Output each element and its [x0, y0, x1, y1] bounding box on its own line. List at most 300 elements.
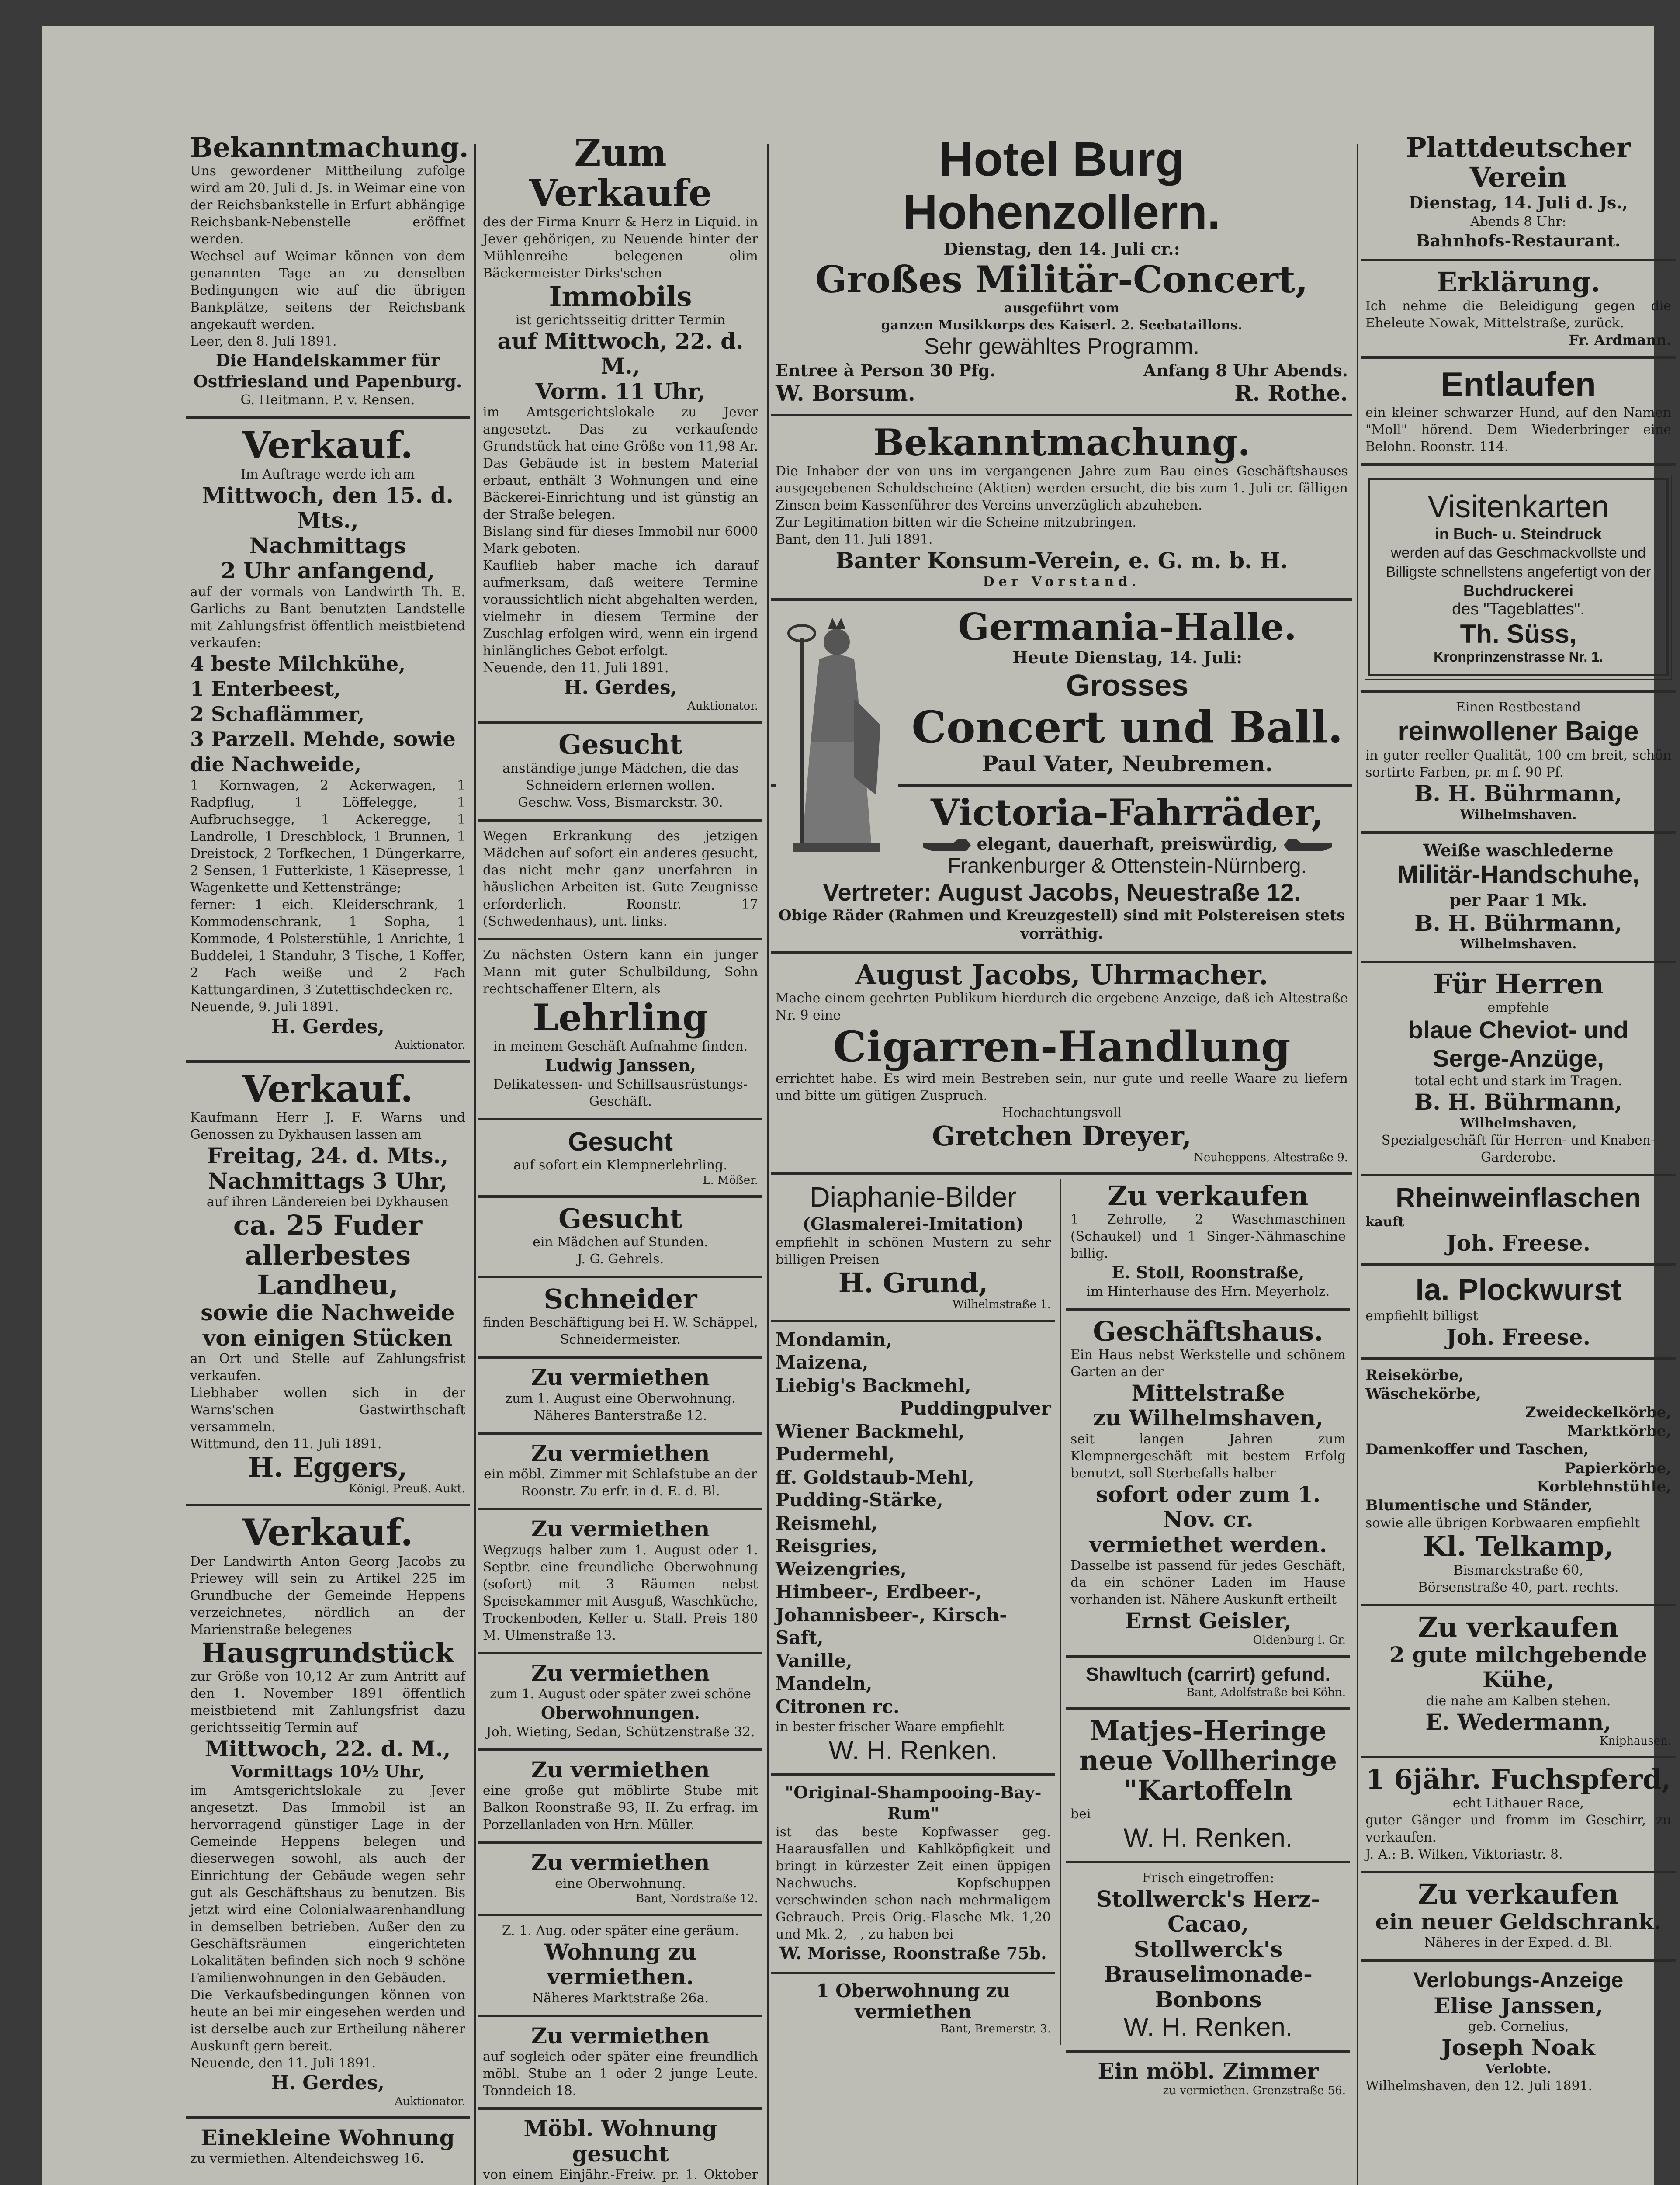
ad-time: Abends 8 Uhr:	[1470, 214, 1566, 229]
ad-headline: blaue Cheviot- und	[1408, 1016, 1628, 1044]
ad-signature: Ernst Geisler,	[1124, 1608, 1292, 1634]
ad-signature: B. H. Bührmann,	[1414, 1089, 1622, 1115]
ad-body: Kauflieb haber mache ich darauf aufmerksam, daß weitere Termine voraussichtlich nicht abgehalten werden, vielmehr in diesem Termine der Zuschlag erfolgen wird, wenn ein irgend hinlängliches Gebot erfolgt.	[483, 558, 758, 659]
ad-shawltuch	[1066, 1658, 1350, 1710]
ad-title: Ein möbl. Zimmer	[1098, 2058, 1319, 2084]
ad-body: im Amtsgerichtslokale zu Jever angesetzt. Das Immobil ist an hervorragend günstiger Lage in der Gemeinde Heppens belegen und dieserwegen sowohl, als auch der Einrichtung der Gebäude wegen sehr gut als Geschäftshaus zu benutzen. Bis jetzt wird eine Colonialwaarenhandlung in demselben betrieben. Außer den zu Geschäftsräumen eingerichteten Lokalitäten befinden sich noch 9 schöne Familienwohnungen in den Gebäuden.	[190, 1783, 465, 1986]
list-item: Blumentische und Ständer,	[1365, 1496, 1593, 1514]
ad-body: zum 1. August oder später zwei schöne	[490, 1686, 751, 1702]
ad-title: Diaphanie-Bilder	[810, 1181, 1017, 1213]
ad-title: Verlobungs-Anzeige	[1413, 1968, 1624, 1993]
ad-zu-vermiethen-4	[478, 1654, 762, 1751]
ad-handschuhe	[1361, 834, 1676, 963]
ad-headline: Großes Militär-Concert,	[815, 257, 1308, 301]
ad-body: empfehle	[1487, 1000, 1549, 1016]
newspaper-page	[42, 26, 1671, 2185]
ad-signature-sub: Börsenstraße 40, part. rechts.	[1418, 1579, 1619, 1595]
list-item: 3 Parzell. Mehde, sowie die Nachweide,	[190, 727, 456, 776]
ad-body: Kaufmann Herr J. F. Warns und Genossen zu Dykhausen lassen am	[190, 1110, 465, 1143]
list-item: Reisekörbe,	[1365, 1366, 1464, 1384]
ad-body: in bester frischer Waare empfiehlt	[776, 1719, 1004, 1735]
ad-entry-price: Entree à Person 30 Pfg.	[776, 360, 996, 380]
ad-cigarren-handlung	[771, 954, 1352, 1175]
list-item: Papierkörbe,	[1564, 1459, 1671, 1477]
ad-title: Visitenkarten	[1427, 489, 1609, 524]
ad-body: des "Tageblattes".	[1452, 600, 1585, 618]
list-item: Himbeer-, Erdbeer-, Johannisbeer-, Kirsch-Saft,	[776, 1581, 1007, 1649]
ad-body: Z. 1. Aug. oder später eine geräum.	[502, 1923, 739, 1939]
ad-title: "Kartoffeln	[1123, 1774, 1293, 1807]
ad-body: total echt und stark im Tragen.	[1414, 1073, 1622, 1089]
ad-subtitle: in Buch- u. Steindruck	[1434, 525, 1602, 543]
ad-signature-sub: Auktionator.	[395, 2095, 465, 2108]
list-item: Citronen rc.	[776, 1696, 900, 1717]
column-rule	[1357, 144, 1358, 2185]
ad-signature-sub: Kronprinzenstrasse Nr. 1.	[1434, 649, 1603, 665]
ad-date: Vormittags 10½ Uhr,	[231, 1762, 425, 1782]
list-item: Liebig's Backmehl,	[776, 1374, 971, 1396]
ad-start-time: Anfang 8 Uhr Abends.	[1143, 360, 1348, 380]
ad-zu-vermiethen-6	[478, 1844, 762, 1916]
ad-body: in guter reeller Qualität, 100 cm breit, schön sortirte Farben, pr. m f. 90 Pf.	[1365, 748, 1671, 780]
ad-body: ferner: 1 eich. Kleiderschrank, 1 Kommodenschrank, 1 Sopha, 1 Kommode, 4 Polsterstühle, 1 Anrichte, 1 Buddelei, 1 Standuhr, 3 Tische, 1 Koffer, 2 Fach weiße und 2 Fach Kattungardinen, 3 Zutettischdecken rc.	[190, 897, 465, 998]
ad-headline: sowie die Nachweide	[201, 1300, 455, 1326]
ad-title: Zu verkaufen	[1108, 1180, 1309, 1212]
ad-title: Zu vermiethen	[531, 1516, 710, 1542]
ad-headline: Cigarren-Handlung	[833, 1022, 1291, 1072]
ad-programm: Sehr gewähltes Programm.	[924, 333, 1200, 359]
list-item: Mondamin,	[776, 1328, 893, 1350]
ad-entlaufen	[1361, 359, 1676, 466]
ad-headline: vermiethet werden.	[1089, 1531, 1327, 1557]
ad-address: Näheres Marktstraße 26a.	[532, 1990, 709, 2006]
ad-verkauf-jacobs	[186, 1506, 470, 2119]
ad-body: Die Inhaber der von uns im vergangenen Jahre zum Bau eines Geschäftshauses ausgegebenen Schuldscheine (Aktien) werden ersucht, die bis zum 1. Juli cr. fälligen Zinsen beim Kassenführer des Vereins unverzüglich abzuheben.	[776, 464, 1348, 513]
ad-geschaeftshaus	[1066, 1311, 1350, 1658]
ad-signature: J. G. Gehrels.	[577, 1251, 664, 1267]
ad-maedchen-gesucht	[478, 822, 762, 940]
ad-signature: Banter Konsum-Verein, e. G. m. b. H.	[835, 548, 1288, 574]
ad-body: eine große gut möblirte Stube mit Balkon Roonstraße 93, II. Zu erfrag. im Porzellanladen von Hrn. Müller.	[483, 1783, 758, 1833]
ad-body: Der Landwirth Anton Georg Jacobs zu Priewey will sein zu Artikel 225 im Grundbuche der Gemeinde Heppens verzeichnetes, nördlich an der Marienstraße belegenes	[190, 1554, 465, 1637]
ad-body: per Paar 1 Mk.	[1449, 890, 1587, 910]
ad-body: Näheres in der Exped. d. Bl.	[1424, 1935, 1613, 1951]
ad-verkauf-warns	[186, 1063, 470, 1506]
ad-headline: reinwollener Baige	[1398, 716, 1639, 747]
ad-rheinweinflaschen	[1361, 1176, 1676, 1266]
pointing-hand-icon	[923, 838, 971, 853]
ad-signature: W. Borsum.	[776, 380, 915, 406]
ad-date: Neuende, den 11. Juli 1891.	[190, 2055, 376, 2071]
ad-title: Zu vermiethen	[531, 1849, 710, 1876]
ad-body-text: elegant, dauerhaft, preiswürdig,	[977, 833, 1278, 853]
ad-date: Nachmittags	[249, 532, 406, 558]
ad-place: Bahnhofs-Restaurant.	[1416, 230, 1621, 250]
ad-body: zum 1. August eine Oberwohnung. Näheres Banterstraße 12.	[505, 1391, 736, 1423]
ad-verkauf-garlichs	[186, 419, 470, 1063]
ad-oberwohnung	[771, 1974, 1055, 2044]
newspaper-columns	[186, 127, 1680, 2185]
ad-moebl-zimmer	[1066, 2053, 1350, 2105]
ad-body: Frankenburger & Ottenstein-Nürnberg.	[948, 854, 1307, 878]
ad-bekanntmachung-konsum	[771, 416, 1352, 601]
column-4	[1361, 127, 1676, 2185]
list-item: Reisgries,	[776, 1535, 878, 1557]
ad-body: Im Auftrage werde ich am	[240, 466, 415, 482]
ad-signature: H. Grund,	[838, 1267, 988, 1299]
ad-signature-sub: Neuheppens, Altestraße 9.	[1194, 1151, 1348, 1164]
ad-body: Bislang sind für dieses Immobil nur 6000 Mark geboten.	[483, 524, 758, 557]
ad-signature: W. H. Renken.	[1123, 1823, 1293, 1852]
ad-signature-sub: Kniphausen.	[1600, 1734, 1671, 1748]
ad-signature-sub: Auktionator.	[395, 1038, 465, 1052]
ad-title: Zu verkaufen	[1418, 1878, 1619, 1910]
list-item: Wäschekörbe,	[1365, 1385, 1481, 1403]
ad-date: Mittwoch, 22. d. M.,	[204, 1735, 451, 1762]
ad-body: Ich nehme die Beleidigung gegen die Eheleute Nowak, Mittelstraße, zurück.	[1365, 298, 1671, 331]
ad-body: Einen Restbestand	[1455, 700, 1581, 715]
ad-body: Frisch eingetroffen:	[1142, 1870, 1275, 1886]
ad-date: Bant, den 11. Juli 1891.	[776, 532, 933, 548]
ad-signature-sub: Der Vorstand.	[983, 574, 1141, 590]
ad-signature-sub: Verlobte.	[1485, 2061, 1552, 2077]
ad-hotel-burg-hohenzollern	[771, 127, 1352, 416]
ad-signature: Th. Süss,	[1460, 619, 1577, 649]
ad-body: finden Beschäftigung bei H. W. Schäppel, Schneidermeister.	[483, 1315, 758, 1348]
column-rule	[767, 144, 769, 2185]
ad-zum-verkaufe	[478, 127, 762, 724]
ad-headline: Hausgrundstück	[201, 1637, 454, 1669]
ad-title: Zum Verkaufe	[529, 131, 712, 215]
ad-signature: Kl. Telkamp,	[1423, 1530, 1614, 1563]
ad-body: Wechsel auf Weimar können von dem genannten Tage an zu denselben Bedingungen wie auf die übrigen Bankplätze, seitens der Reichsbank angekauft werden.	[190, 249, 465, 333]
ad-headline: zu Wilhelmshaven,	[1093, 1405, 1323, 1431]
ad-plattdeutscher-verein	[1361, 127, 1676, 261]
ad-body: ein möbl. Zimmer mit Schlafstube an der Roonstr. Zu erfr. in d. E. d. Bl.	[484, 1467, 757, 1499]
ad-title: Plattdeutscher Verein	[1406, 132, 1631, 194]
ad-kuehe	[1361, 1606, 1676, 1759]
ad-body: Dasselbe ist passend für jedes Geschäft, da ein schöner Laden im Hause vorhanden ist. Nähere Auskunft ertheilt	[1070, 1558, 1346, 1608]
ad-fuchspferd	[1361, 1758, 1676, 1873]
ad-body: kauft	[1365, 1214, 1404, 1230]
ad-body: 1 Zehrolle, 2 Waschmaschinen (Schaukel) und 1 Singer-Nähmaschine billig.	[1070, 1212, 1346, 1262]
ad-headline: Concert und Ball.	[911, 701, 1343, 753]
ad-headline: Brauselimonade-Bonbons	[1104, 1961, 1313, 2012]
ad-title: Entlaufen	[1441, 364, 1596, 403]
ad-signature: W. Morisse, Roonstraße 75b.	[779, 1943, 1047, 1963]
ad-date: Dienstag, 14. Juli d. Js.,	[1409, 193, 1628, 213]
ad-signature: W. H. Renken.	[828, 1736, 998, 1765]
ad-signature: R. Rothe.	[1234, 380, 1348, 406]
ad-body: Buchdruckerei	[1463, 582, 1574, 600]
ad-body: ein Mädchen auf Stunden.	[533, 1234, 708, 1250]
ad-date: Freitag, 24. d. Mts.,	[207, 1143, 449, 1169]
ad-body: Wegen Erkrankung des jetzigen Mädchen auf sofort ein anderes gesucht, das nicht mehr ganz unerfahren in häuslichen Arbeiten ist. Gute Zeugnisse erforderlich. Roonstr. 17 (Schwedenhaus), unt. links.	[483, 828, 758, 929]
ad-body: zur Größe von 10,12 Ar zum Antritt auf den 1. November 1891 öffentlich meistbietend mit Zahlungsfrist dazu gerichtsseitig Termin auf	[190, 1668, 465, 1735]
ad-stollwerck	[1066, 1863, 1350, 2053]
ad-headline: Stollwerck's	[1133, 1936, 1283, 1962]
ad-title: Geschäftshaus.	[1093, 1315, 1323, 1347]
ad-signature: W. H. Renken.	[1123, 2012, 1293, 2042]
ad-body: Mache einem geehrten Publikum hierdurch die ergebene Anzeige, daß ich Altestraße Nr. 9 eine	[776, 991, 1348, 1023]
ad-signature-sub: Wilhelmshaven,	[1460, 1115, 1577, 1131]
list-item: ff. Goldstaub-Mehl,	[776, 1466, 974, 1488]
ad-body: Weiße waschlederne	[1423, 840, 1614, 860]
list-item: Marktkörbe,	[1567, 1422, 1671, 1440]
ad-signature-sub: Delikatessen- und Schiffsausrüstungs-Geschäft.	[493, 1076, 748, 1109]
ad-title: Wohnung zu vermiethen.	[544, 1939, 696, 1990]
ad-signature-sub: geb. Cornelius,	[1468, 2019, 1569, 2035]
ad-title: Germania-Halle.	[958, 605, 1297, 649]
list-item: Weizengries,	[776, 1558, 907, 1580]
ad-title: Gesucht	[558, 728, 682, 761]
ad-title: Zu vermiethen	[531, 2022, 710, 2049]
ad-date: Vorm. 11 Uhr,	[535, 378, 706, 404]
ad-zu-vermiethen-3	[478, 1510, 762, 1654]
ad-body: in meinem Geschäft Aufnahme finden.	[493, 1039, 748, 1054]
ad-baige	[1361, 693, 1676, 834]
ad-headline: von einigen Stücken	[203, 1325, 453, 1351]
ad-body: die nahe am Kalben stehen.	[1426, 1693, 1611, 1709]
ad-signature: H. Eggers,	[248, 1451, 408, 1484]
ad-body: ganzen Musikkorps des Kaiserl. 2. Seebataillons.	[881, 317, 1243, 333]
ad-bekanntmachung-reichsbank	[186, 127, 470, 419]
ad-title: Victoria-Fahrräder,	[930, 791, 1324, 835]
germania-figure-icon	[776, 611, 898, 856]
ad-zu-vermiethen-2	[478, 1435, 762, 1511]
list-item: Reismehl,	[776, 1512, 878, 1534]
list-item: Pudding-Stärke,	[776, 1489, 943, 1511]
ad-matjes-heringe	[1066, 1710, 1350, 1863]
ad-gesucht-stunden	[478, 1198, 762, 1278]
ad-title: Hotel Burg Hohenzollern.	[903, 132, 1221, 239]
ad-headline: ein neuer Geldschrank.	[1375, 1908, 1662, 1935]
list-item: Pudermehl,	[776, 1443, 895, 1465]
ad-signature: Joseph Noak	[1441, 2035, 1595, 2061]
ad-body: im Amtsgerichtslokale zu Jever angesetzt. Das zu verkaufende Grundstück hat eine Größe von 11,98 Ar. Das Gebäude ist in bestem Material erbaut, enthält 3 Wohnungen und eine Bäckerei-Einrichtung und ist günstig an der Straße belegen.	[483, 405, 758, 523]
ad-body: von einem Einjähr.-Freiw. pr. 1. Oktober	[483, 2167, 758, 2183]
ad-signature-sub: Wilhelmstraße 1.	[952, 1298, 1051, 1311]
ad-body: Obige Räder (Rahmen und Kreuzgestell) sind mit Polstereisen stets vorräthig.	[778, 906, 1345, 943]
ad-body: Geschw. Voss, Bismarckstr. 30.	[518, 794, 723, 810]
ad-title: Zu verkaufen	[1418, 1611, 1619, 1643]
ad-signature-sub: Wilhelmshaven.	[1460, 936, 1577, 952]
ad-date: Nachmittags 3 Uhr,	[208, 1168, 448, 1194]
ad-title: Bekanntmachung.	[873, 420, 1250, 464]
ad-title: Rheinweinflaschen	[1396, 1183, 1641, 1213]
ad-title: Gesucht	[568, 1127, 673, 1156]
column-3-left	[771, 1175, 1055, 2044]
ad-body: auf sogleich oder später eine freundlich möbl. Stube an 1 oder 2 junge Leute. Tonndeich 18.	[483, 2049, 758, 2099]
ad-date: Mittwoch, den 15. d. Mts.,	[202, 482, 454, 534]
ad-schneider	[478, 1278, 762, 1359]
ad-body: an Ort und Stelle auf Zahlungsfrist verkaufen.	[190, 1351, 465, 1384]
ad-headline: Grosses	[1066, 668, 1189, 703]
column-rule	[1060, 1179, 1061, 2045]
ad-signature: Joh. Wieting, Sedan, Schützenstraße 32.	[486, 1724, 755, 1740]
ad-headline: allerbestes Landheu,	[244, 1239, 411, 1301]
list-item: Wiener Backmehl,	[776, 1420, 965, 1442]
column-1	[186, 127, 470, 2185]
ad-address: Bant, Adolfstraße bei Köhn.	[1186, 1686, 1346, 1699]
ad-kleine-wohnung	[186, 2119, 470, 2175]
ad-title: Schneider	[544, 1283, 697, 1315]
ad-fuer-herren	[1361, 963, 1676, 1176]
ad-title: neue Vollheringe	[1079, 1745, 1337, 1777]
ad-body: zu vermiethen. Altendeichsweg 16.	[190, 2151, 424, 2167]
list-item: Zweideckelkörbe,	[1525, 1404, 1671, 1422]
ad-title: Erklärung.	[1436, 266, 1600, 298]
ad-title: Zu vermiethen	[531, 1756, 710, 1783]
ad-body: auf sofort ein Klempnerlehrling.	[513, 1157, 727, 1173]
list-item: 2 Schaflämmer,	[190, 702, 365, 726]
ad-body: ist das beste Kopfwasser geg. Haarausfallen und Kahlköpfigkeit und bringt in kürzester Zeit einen üppigen Nachwuchs. Kopfschuppen verschwinden schon nach mehrmaligem Gebrauch. Preis Orig.-Flasche Mk. 1,20 und Mk. 2,—, zu haben bei	[776, 1824, 1051, 1942]
ad-title: Gesucht	[558, 1202, 682, 1235]
ad-korbwaaren	[1361, 1360, 1676, 1606]
ad-headline: 2 gute milchgebende Kühe,	[1389, 1641, 1648, 1693]
ad-title: Für Herren	[1433, 968, 1604, 1000]
ad-signature-sub: Bismarckstraße 60,	[1453, 1562, 1583, 1578]
ad-body: auf ihren Ländereien bei Dykhausen	[206, 1194, 449, 1210]
ad-signature: H. Gerdes,	[271, 2071, 384, 2094]
list-item: Puddingpulver	[900, 1398, 1051, 1419]
ad-lehrling	[478, 940, 762, 1120]
ad-body: Ein Haus nebst Werkstelle und schönem Garten an der	[1070, 1347, 1346, 1380]
ad-date: Leer, den 8. Juli 1891.	[190, 334, 337, 350]
ad-zu-vermiethen-7	[478, 2017, 762, 2110]
ad-body: ist gerichtsseitig dritter Termin	[515, 312, 726, 328]
ad-headline: Serge-Anzüge,	[1432, 1044, 1604, 1072]
column-rule	[474, 144, 476, 2185]
ad-signature-names: G. Heitmann. P. v. Rensen.	[240, 392, 415, 408]
ad-date: Dienstag, den 14. Juli cr.:	[943, 239, 1180, 259]
ad-signature: B. H. Bührmann,	[1414, 780, 1622, 807]
ad-signature-sub: Königl. Preuß. Aukt.	[349, 1482, 465, 1496]
ad-zu-vermiethen-5	[478, 1751, 762, 1844]
ad-title: August Jacobs, Uhrmacher.	[855, 958, 1268, 991]
ad-signature-sub: Auktionator.	[687, 700, 758, 713]
ad-signature-sub: Wilhelmshaven.	[1460, 807, 1577, 822]
ad-body: Hochachtungsvoll	[1002, 1105, 1122, 1120]
ad-body: auf der vormals von Landwirth Th. E. Garlichs zu Bant benutzten Landstelle mit Zahlungsfrist öffentlich meistbietend verkaufen:	[190, 584, 465, 651]
ad-body: Zu nächsten Ostern kann ein junger Mann mit guter Schulbildung, Sohn rechtschaffener Eltern, als	[483, 947, 758, 997]
ad-signature: H. Gerdes,	[271, 1016, 384, 1038]
ad-date: Neuende, 9. Juli 1891.	[190, 999, 339, 1015]
ad-zu-vermiethen-1	[478, 1359, 762, 1435]
ad-signature: Joh. Freese.	[1446, 1324, 1591, 1350]
ad-body: Liebhaber wollen sich in der Warns'schen Gastwirthschaft versammeln.	[190, 1385, 465, 1435]
ad-zu-verkaufen-stoll	[1066, 1175, 1350, 1311]
column-3	[771, 127, 1352, 2185]
ad-body: 1 Kornwagen, 2 Ackerwagen, 1 Radpflug, 1 Löffelegge, 1 Aufbruchsegge, 1 Ackeregge, 1 Landrolle, 1 Dreschblock, 1 Brunnen, 1 Dreistock, 2 Torfkechen, 1 Düngerkarre, 2 Sensen, 1 Futterkiste, 1 Käsepresse, 1 Wagenkette und Kettenstränge;	[190, 778, 465, 896]
ad-date: Wittmund, den 11. Juli 1891.	[190, 1436, 382, 1452]
ad-title: Bekanntmachung.	[190, 132, 469, 163]
ad-title: 1 Oberwohnung zu vermiethen	[816, 1980, 1010, 2022]
column-2	[478, 127, 762, 2185]
list-item: Maizena,	[776, 1352, 869, 1373]
ad-signature: Die Handelskammer für Ostfriesland und Papenburg.	[193, 350, 462, 391]
ad-plockwurst	[1361, 1266, 1676, 1360]
list-item: Damenkoffer und Taschen,	[1365, 1441, 1589, 1459]
ad-price-row	[776, 360, 1348, 381]
ad-signature: E. Stoll, Roonstraße,	[1112, 1262, 1305, 1283]
ad-diaphanie-bilder	[771, 1175, 1055, 1322]
ad-body: Wegzugs halber zum 1. August oder 1. Septbr. eine freundliche Oberwohnung (sofort) mit 3 Räumen nebst Speisekammer mit Ausguß, Waschküche, Trockenboden, Keller u. Stall. Preis 180 M. Ulmenstraße 13.	[483, 1542, 758, 1643]
ad-headline: ca. 25 Fuder	[233, 1209, 423, 1242]
ad-date: Wilhelmshaven, den 12. Juli 1891.	[1365, 2078, 1593, 2094]
list-item: Mandeln,	[776, 1673, 873, 1695]
ad-subtitle: (Glasmalerei-Imitation)	[802, 1214, 1024, 1234]
pointing-hand-icon	[1284, 838, 1332, 853]
ad-moebl-wohnung-gesucht	[478, 2110, 762, 2185]
list-item: 4 beste Milchkühe,	[190, 652, 406, 676]
ad-signature: Paul Vater, Neubremen.	[982, 750, 1273, 777]
ad-title: Zu vermiethen	[531, 1364, 710, 1391]
ad-body: ein kleiner schwarzer Hund, auf den Namen "Moll" hörend. Dem Wiederbringer eine Belohn. Roonstr. 114.	[1365, 405, 1671, 454]
ad-gesucht-maedchen	[478, 724, 762, 821]
ad-signature: H. Gerdes,	[564, 676, 677, 699]
ad-title: Shawltuch (carrirt) gefund.	[1086, 1664, 1330, 1686]
ad-signature: Ludwig Janssen,	[545, 1055, 696, 1075]
ad-geldschrank	[1361, 1873, 1676, 1962]
ad-title: Ia. Plockwurst	[1415, 1273, 1621, 1307]
ad-title: Zu vermiethen	[531, 1660, 710, 1686]
ad-body: bei	[1070, 1806, 1091, 1822]
ad-body: anständige junge Mädchen, die das Schneidern erlernen wollen.	[502, 760, 739, 793]
ad-title: Möbl. Wohnung gesucht	[523, 2116, 717, 2167]
ad-germania-halle	[771, 601, 1352, 787]
ad-body: seit langen Jahren zum Klempnergeschäft mit bestem Erfolg benutzt, soll Sterbefalls halber	[1070, 1431, 1346, 1481]
ad-signature: L. Mößer.	[703, 1173, 758, 1187]
ad-headline: Oberwohnungen.	[540, 1703, 700, 1723]
list-item: Korblehnstühle,	[1537, 1478, 1671, 1496]
ad-title: Lehrling	[533, 995, 708, 1039]
ad-date: 2 Uhr anfangend,	[220, 558, 435, 584]
ad-body: Zur Legitimation bitten wir die Scheine mitzubringen.	[776, 515, 1136, 531]
ad-body: empfiehlt in schönen Mustern zu sehr billigen Preisen	[776, 1235, 1051, 1268]
ad-date: Heute Dienstag, 14. Juli:	[1012, 647, 1243, 667]
ad-headline: sofort oder zum 1. Nov. cr.	[1095, 1481, 1321, 1533]
ad-box	[1368, 478, 1669, 676]
ad-signature-sub: Spezialgeschäft für Herren- und Knaben-Garderobe.	[1381, 1132, 1656, 1165]
ad-body: empfiehlt billigst	[1365, 1308, 1478, 1324]
ad-body: guter Gänger und fromm im Geschirr, zu verkaufen.	[1365, 1812, 1671, 1845]
ad-signature: Fr. Ardmann.	[1569, 331, 1671, 348]
ad-title: Matjes-Heringe	[1089, 1714, 1327, 1747]
ad-title: "Original-Shampooing-Bay-Rum"	[785, 1783, 1042, 1823]
ad-erklaerung	[1361, 261, 1676, 359]
ad-signature: Elise Janssen,	[1434, 1992, 1603, 2019]
ad-title: Zu vermiethen	[531, 1440, 710, 1466]
ad-body: sowie alle übrigen Korbwaaren empfiehlt	[1365, 1516, 1640, 1531]
ad-body: des der Firma Knurr & Herz in Liquid. in Jever gehörigen, zu Neuende hinter der Mühlenreihe belegenen olim Bäckermeister Dirks'schen	[483, 214, 758, 281]
ad-body: J. A.: B. Wilken, Viktoriastr. 8.	[1365, 1846, 1563, 1862]
ad-signature: B. H. Bührmann,	[1414, 910, 1622, 936]
ad-signature: Joh. Freese.	[1446, 1230, 1591, 1256]
ad-headline: Militär-Handschuhe,	[1397, 860, 1640, 889]
ad-signature: Gretchen Dreyer,	[932, 1120, 1192, 1152]
ad-signature-sub: im Hinterhause des Hrn. Meyerholz.	[1086, 1283, 1330, 1299]
ad-headline: Mittelstraße	[1131, 1380, 1285, 1406]
ad-backwaren	[771, 1322, 1055, 1776]
ad-title: Verkauf.	[242, 1511, 413, 1554]
ad-signature-sub: Oldenburg i. Gr.	[1253, 1633, 1346, 1647]
ad-body: werden auf das Geschmackvollste und Billigste schnellstens angefertigt von der	[1386, 544, 1651, 581]
ad-body: ausgeführt vom	[1004, 300, 1120, 316]
ad-body: Uns gewordener Mittheilung zufolge wird am 20. Juli d. Js. in Weimar eine von der Reichsbankstelle in Erfurt abhängige Reichsbank-Nebenstelle eröffnet werden.	[190, 163, 465, 247]
ad-shampooing	[771, 1776, 1055, 1974]
ad-body: Vertreter: August Jacobs, Neuestraße 12.	[823, 878, 1301, 906]
